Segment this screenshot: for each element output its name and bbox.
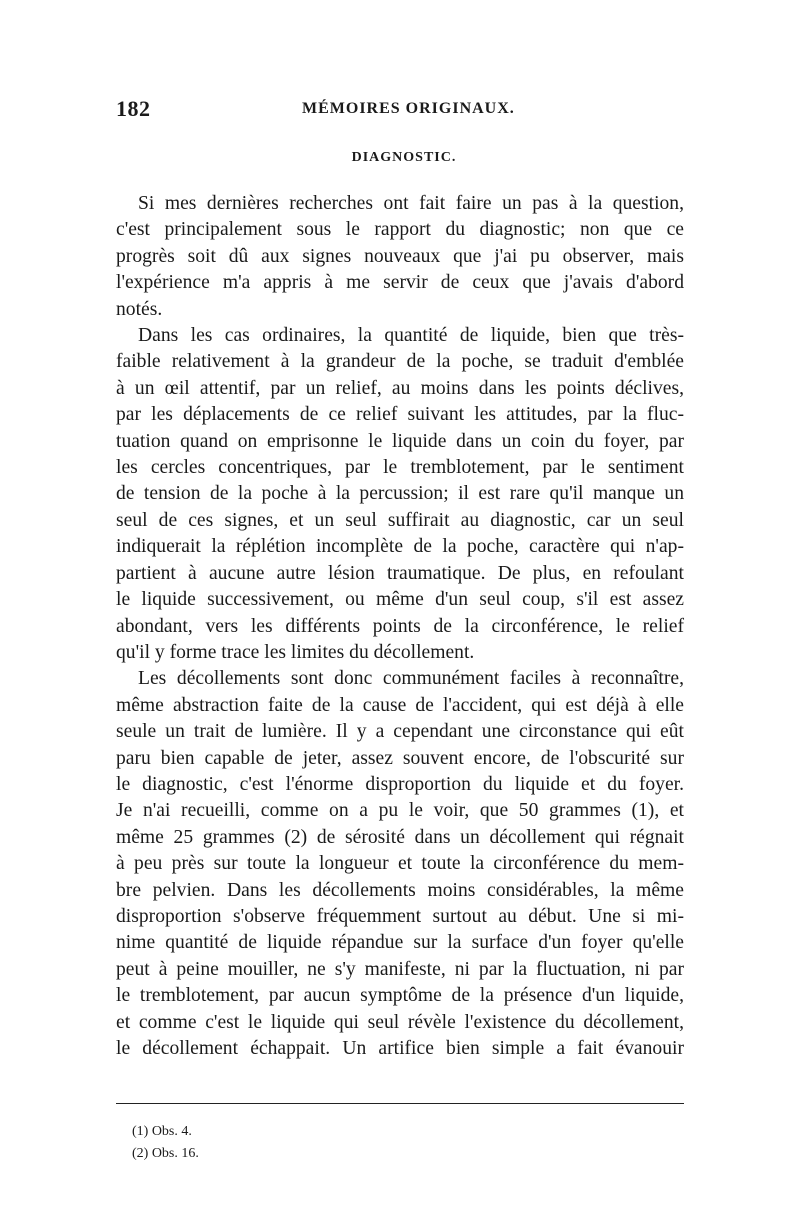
footnote: (2) Obs. 16. (132, 1146, 199, 1161)
text-line: de tension de la poche à la percussion; il est rare qu'il manque un (116, 483, 684, 505)
page-number: 182 (116, 96, 151, 121)
body-text (116, 191, 684, 1062)
text-line: et comme c'est le liquide qui seul révèle l'existence du décollement, (116, 1011, 684, 1033)
text-line: notés. (116, 298, 163, 320)
text-line: indiquerait la réplétion incomplète de la poche, caractère qui n'ap- (116, 536, 684, 558)
footnote: (1) Obs. 4. (132, 1124, 192, 1139)
text-line: par les déplacements de ce relief suivant les attitudes, par la fluc- (116, 404, 684, 426)
text-line: nime quantité de liquide répandue sur la surface d'un foyer qu'elle (116, 932, 684, 954)
footnote-divider (116, 1103, 684, 1104)
text-line: même 25 grammes (2) de sérosité dans un décollement qui régnait (116, 826, 684, 848)
text-line: l'expérience m'a appris à me servir de ceux que j'avais d'abord (116, 272, 684, 294)
text-line: le tremblotement, par aucun symptôme de la présence d'un liquide, (116, 985, 684, 1007)
text-line: le diagnostic, c'est l'énorme disproportion du liquide et du foyer. (116, 773, 684, 795)
running-title: MÉMOIRES ORIGINAUX. (302, 100, 515, 117)
text-line: peut à peine mouiller, ne s'y manifeste, ni par la fluctuation, ni par (116, 958, 684, 980)
text-line: Si mes dernières recherches ont fait faire un pas à la question, (138, 193, 684, 214)
text-line: bre pelvien. Dans les décollements moins considérables, la même (116, 879, 684, 901)
text-line: c'est principalement sous le rapport du diagnostic; non que ce (116, 219, 684, 241)
running-head (116, 96, 686, 126)
text-line: disproportion s'observe fréquemment surtout au début. Une si mi- (116, 905, 684, 927)
text-line: le décollement échappait. Un artifice bien simple a fait évanouir (116, 1038, 684, 1059)
text-line: à un œil attentif, par un relief, au moins dans les points déclives, (116, 377, 684, 399)
text-line: qu'il y forme trace les limites du décollement. (116, 641, 475, 663)
text-line: abondant, vers les différents points de la circonférence, le relief (116, 615, 684, 637)
text-line: à peu près sur toute la longueur et toute la circonférence du mem- (116, 853, 684, 875)
text-line: Je n'ai recueilli, comme on a pu le voir, que 50 grammes (1), et (116, 800, 684, 822)
text-line: Dans les cas ordinaires, la quantité de liquide, bien que très- (138, 325, 684, 347)
text-line: le liquide successivement, ou même d'un seul coup, s'il est assez (116, 589, 684, 611)
text-line: partient à aucune autre lésion traumatique. De plus, en refoulant (116, 562, 684, 584)
text-line: progrès soit dû aux signes nouveaux que j'ai pu observer, mais (116, 245, 684, 267)
text-line: seule un trait de lumière. Il y a cependant une circonstance qui eût (116, 721, 684, 743)
text-line: seul de ces signes, et un seul suffirait au diagnostic, car un seul (116, 509, 684, 531)
text-line: même abstraction faite de la cause de l'accident, qui est déjà à elle (116, 694, 684, 716)
text-line: paru bien capable de jeter, assez souvent encore, de l'obscurité sur (116, 747, 684, 769)
section-title: DIAGNOSTIC. (351, 150, 457, 165)
text-line: les cercles concentriques, par le tremblotement, par le sentiment (116, 457, 684, 479)
text-line: tuation quand on emprisonne le liquide dans un coin du foyer, par (116, 430, 684, 452)
text-line: Les décollements sont donc communément faciles à reconnaître, (138, 668, 684, 690)
footnotes (132, 1121, 199, 1165)
text-line: faible relativement à la grandeur de la poche, se traduit d'emblée (116, 351, 684, 373)
